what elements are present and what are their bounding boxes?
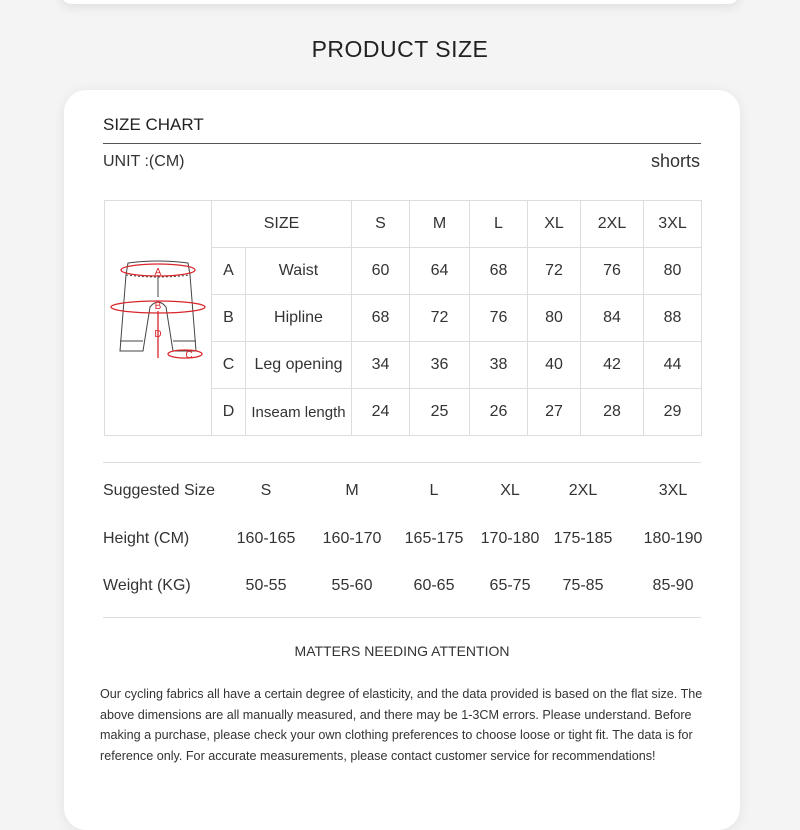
cell: 28 xyxy=(581,389,644,436)
cell: 64 xyxy=(410,248,470,295)
row-code: C xyxy=(212,342,246,389)
page-title: PRODUCT SIZE xyxy=(311,36,489,62)
size-chart-title: SIZE CHART xyxy=(103,115,204,134)
row-code: D xyxy=(212,389,246,436)
diagram-label-d: D xyxy=(154,328,162,340)
size-col: M xyxy=(410,201,470,248)
diagram-label-a: A xyxy=(154,266,162,278)
suggested-cell: 180-190 xyxy=(643,530,703,547)
cell: 29 xyxy=(644,389,702,436)
cell: 68 xyxy=(470,248,528,295)
table-row xyxy=(105,201,702,248)
suggested-cell: 160-165 xyxy=(236,530,296,547)
unit-label: UNIT :(CM) xyxy=(103,153,185,170)
cell: 26 xyxy=(470,389,528,436)
cell: 42 xyxy=(581,342,644,389)
shorts-diagram xyxy=(105,201,212,436)
cell: 36 xyxy=(410,342,470,389)
top-card-edge xyxy=(60,0,740,4)
cell: 88 xyxy=(644,295,702,342)
suggested-row-label: Suggested Size xyxy=(103,482,216,499)
size-card xyxy=(64,90,740,830)
suggested-cell: S xyxy=(260,482,272,499)
size-col: S xyxy=(352,201,410,248)
suggested-cell: 165-175 xyxy=(404,530,464,547)
cell: 25 xyxy=(410,389,470,436)
cell: 84 xyxy=(581,295,644,342)
cell: 80 xyxy=(528,295,581,342)
cell: 38 xyxy=(470,342,528,389)
suggested-cell: 3XL xyxy=(658,482,688,499)
cell: 27 xyxy=(528,389,581,436)
row-name: Leg opening xyxy=(246,342,352,389)
cell: 24 xyxy=(352,389,410,436)
diagram-label-c: C xyxy=(185,349,193,361)
divider xyxy=(103,617,701,618)
size-col: XL xyxy=(528,201,581,248)
suggested-cell: 175-185 xyxy=(553,530,613,547)
attention-title: MATTERS NEEDING ATTENTION xyxy=(294,643,510,659)
cell: 76 xyxy=(581,248,644,295)
product-type: shorts xyxy=(650,151,700,171)
row-name: Waist xyxy=(246,248,352,295)
suggested-cell: M xyxy=(345,482,359,499)
size-col: 2XL xyxy=(581,201,644,248)
cell: 34 xyxy=(352,342,410,389)
size-header: SIZE xyxy=(212,201,352,248)
row-code: A xyxy=(212,248,246,295)
suggested-row-label: Weight (KG) xyxy=(103,577,191,594)
cell: 60 xyxy=(352,248,410,295)
divider xyxy=(103,462,701,463)
cell: 68 xyxy=(352,295,410,342)
suggested-cell: 170-180 xyxy=(480,530,540,547)
suggested-cell: 160-170 xyxy=(322,530,382,547)
row-name: Hipline xyxy=(246,295,352,342)
suggested-cell: 2XL xyxy=(568,482,598,499)
shorts-diagram-icon xyxy=(108,251,208,381)
cell: 72 xyxy=(528,248,581,295)
suggested-cell: 85-90 xyxy=(652,577,694,594)
diagram-label-b: B xyxy=(154,300,162,312)
suggested-cell: XL xyxy=(500,482,520,499)
size-col: L xyxy=(470,201,528,248)
size-table xyxy=(104,200,702,436)
suggested-cell: L xyxy=(429,482,439,499)
row-name: Inseam length xyxy=(246,389,352,436)
suggested-row-label: Height (CM) xyxy=(103,530,190,547)
row-code: B xyxy=(212,295,246,342)
suggested-cell: 60-65 xyxy=(413,577,455,594)
suggested-cell: 65-75 xyxy=(489,577,531,594)
suggested-cell: 50-55 xyxy=(245,577,287,594)
cell: 72 xyxy=(410,295,470,342)
cell: 40 xyxy=(528,342,581,389)
cell: 44 xyxy=(644,342,702,389)
cell: 76 xyxy=(470,295,528,342)
size-col: 3XL xyxy=(644,201,702,248)
divider xyxy=(103,143,701,144)
attention-text: Our cycling fabrics all have a certain degree of elasticity, and the data provided is based on the flat size. The above dimensions are all manually measured, and there may be 1-3CM errors. Please understand. Before making a purchase, please check your own clothing preferences to choose loose or tight fit. The data is for reference only. For accurate measurements, please contact customer service for recommendations! xyxy=(100,687,703,763)
suggested-cell: 75-85 xyxy=(562,577,604,594)
cell: 80 xyxy=(644,248,702,295)
suggested-cell: 55-60 xyxy=(331,577,373,594)
